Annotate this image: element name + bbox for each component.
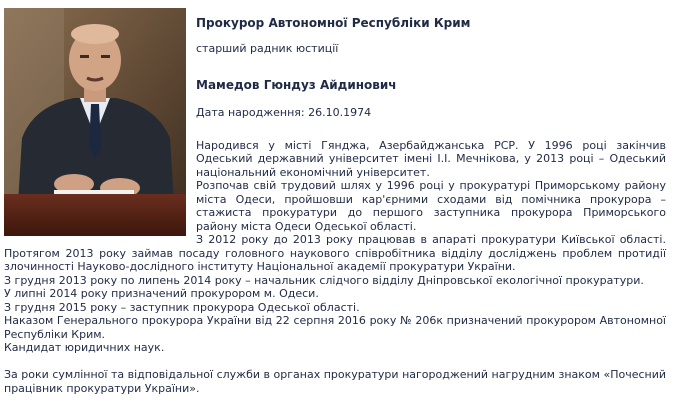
rank-text: старший радник юстиції <box>196 42 339 55</box>
bio-paragraph: З грудня 2013 року по липень 2014 року – начальник слідчого відділу Дніпровської екологічної прокуратури. <box>4 273 644 287</box>
photo-wrap-spacer <box>4 125 196 239</box>
biography <box>4 125 666 395</box>
birth-date: Дата народження: 26.10.1974 <box>196 106 372 119</box>
bio-paragraph: З грудня 2015 року – заступник прокурора Одеської області. <box>4 300 360 314</box>
bio-paragraph: З 2012 року до 2013 року працював в апараті прокуратури Київської області. Протягом 2013 року займав посаду головного наукового співробітника відділу досліджень проблем протидії злочинності Науково-дослідного інституту Національної академії прокуратури України. <box>4 233 666 273</box>
full-name: Мамедов Гюндуз Айдинович <box>196 78 397 92</box>
bio-paragraph: Наказом Генерального прокурора України від 22 серпня 2016 року № 206к призначений прокурором Автономної Республіки Крим. <box>4 314 666 341</box>
bio-paragraph: У липні 2014 року призначений прокурором м. Одеси. <box>4 287 319 300</box>
position-title: Прокурор Автономної Республіки Крим <box>196 16 471 30</box>
bio-paragraph: Розпочав свій трудовий шлях у 1996 році у прокуратурі Приморському району міста Одеси, пройшовши кар'єрними сходами від помічника прокурора – стажиста прокуратури до першого заступника прокурора Приморського району міста Одеси Одеської області. <box>196 179 666 233</box>
award-paragraph: За роки сумлінної та відповідальної служби в органах прокуратури нагороджений нагрудним знаком «Почесний працівник прокуратури України». <box>4 368 666 395</box>
bio-paragraph: Народився у місті Гянджа, Азербайджанська РСР. У 1996 році закінчив Одеський державний університет імені І.І. Мечнікова, у 2013 році – Одеський національний економічний університет. <box>196 138 666 179</box>
bio-paragraph: Кандидат юридичних наук. <box>4 341 165 354</box>
